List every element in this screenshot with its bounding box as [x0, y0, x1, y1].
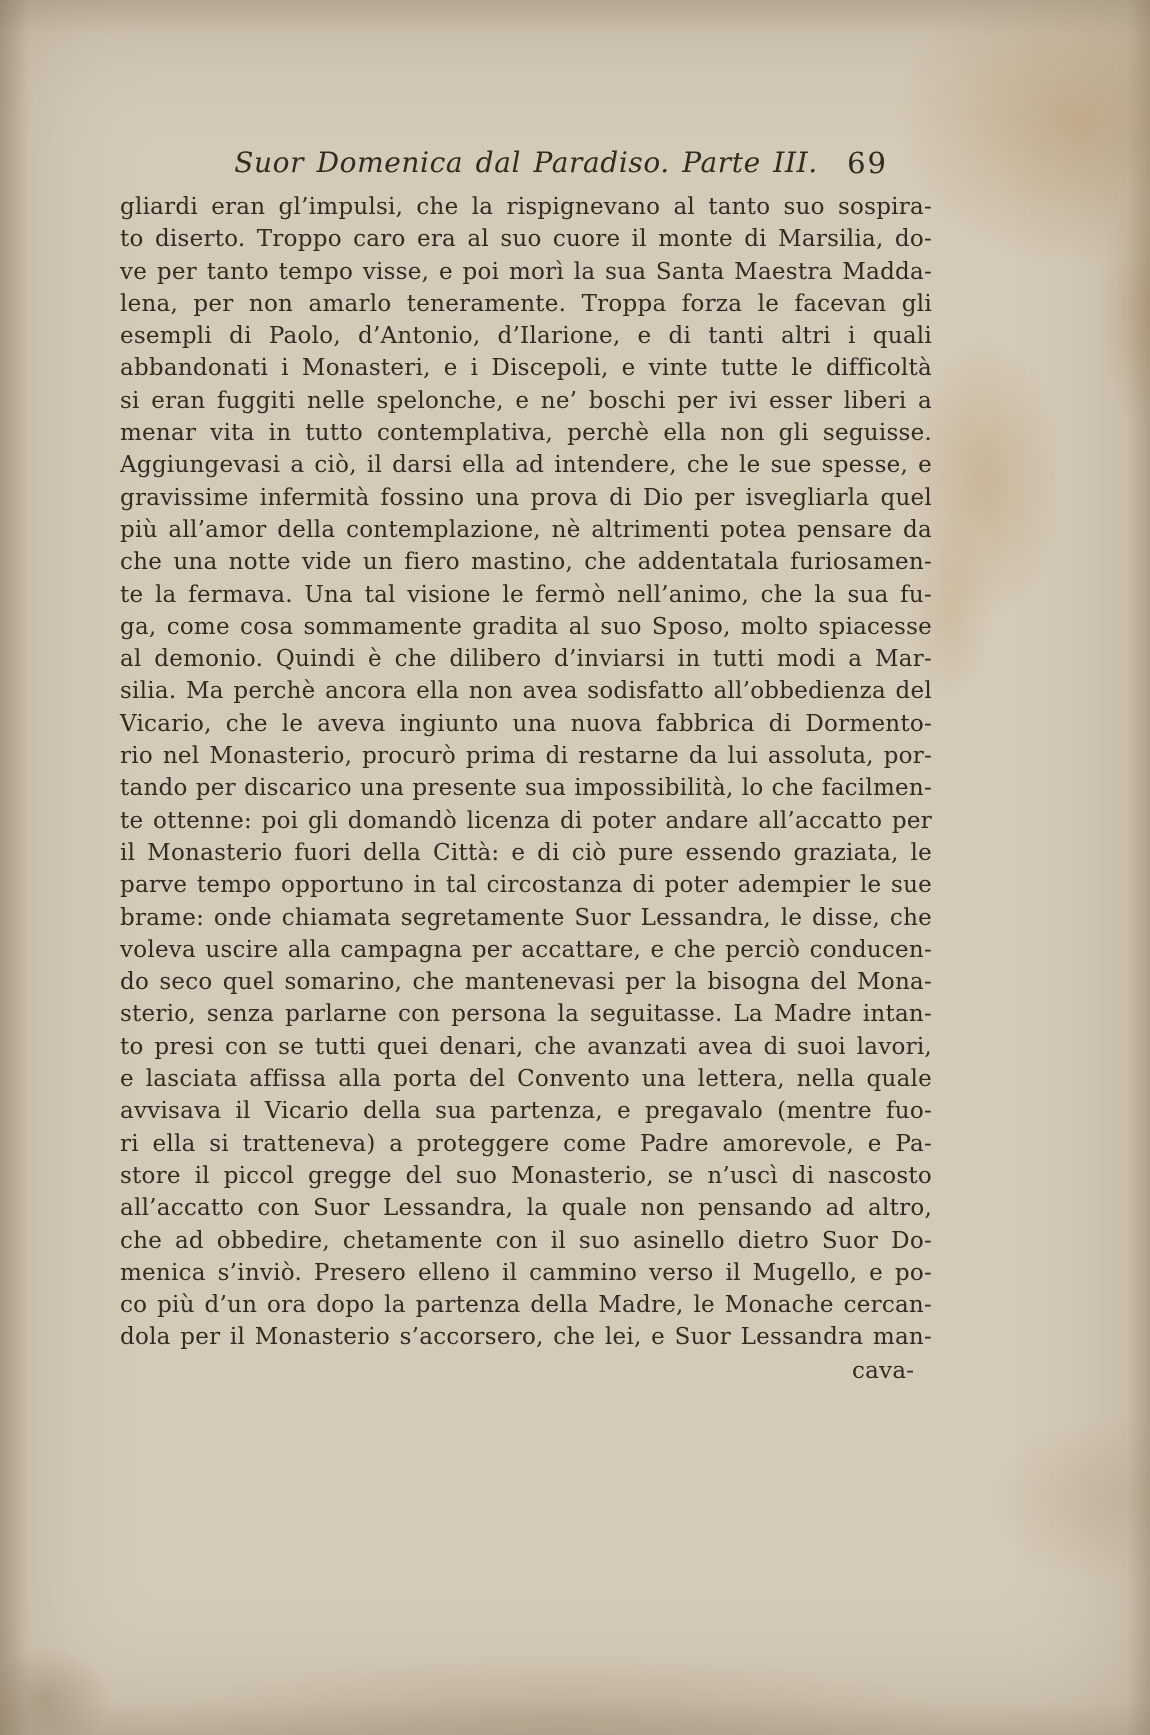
body-line: lena, per non amarlo teneramente. Troppa forza le facevan gli: [120, 290, 932, 317]
body-line: Vicario, che le aveva ingiunto una nuova fabbrica di Dormento-: [120, 710, 932, 737]
body-line: tando per discarico una presente sua impossibilità, lo che facilmen-: [120, 775, 932, 802]
catchword: cava-: [852, 1358, 915, 1384]
body-line: più all’amor della contemplazione, nè altrimenti potea pensare da: [120, 516, 932, 543]
body-line: silia. Ma perchè ancora ella non avea sodisfatto all’obbedienza del: [120, 678, 932, 705]
body-line: parve tempo opportuno in tal circostanza di poter adempier le sue: [120, 872, 932, 899]
running-title: Suor Domenica dal Paradiso. Parte III.: [234, 146, 818, 179]
body-line: si eran fuggiti nelle spelonche, e ne’ boschi per ivi esser liberi a: [120, 387, 932, 414]
body-line: voleva uscire alla campagna per accattare, e che perciò conducen-: [120, 936, 932, 963]
body-line: store il piccol gregge del suo Monasterio, se n’uscì di nascosto: [120, 1162, 932, 1189]
body-line: esempli di Paolo, d’Antonio, d’Ilarione, e di tanti altri i quali: [120, 323, 932, 350]
body-line: te la fermava. Una tal visione le fermò nell’animo, che la sua fu-: [120, 581, 932, 608]
body-line: ga, come cosa sommamente gradita al suo Sposo, molto spiacesse: [120, 613, 932, 640]
body-line: e lasciata affissa alla porta del Convento una lettera, nella quale: [120, 1066, 932, 1093]
body-line: ve per tanto tempo visse, e poi morì la sua Santa Maestra Madda-: [120, 258, 932, 285]
body-line: to diserto. Troppo caro era al suo cuore il monte di Marsilia, do-: [120, 226, 932, 253]
body-line: al demonio. Quindi è che dilibero d’inviarsi in tutti modi a Mar-: [120, 646, 932, 673]
body-line: il Monasterio fuori della Città: e di ciò pure essendo graziata, le: [120, 839, 932, 866]
body-line: abbandonati i Monasteri, e i Discepoli, e vinte tutte le difficoltà: [120, 355, 932, 382]
body-line: brame: onde chiamata segretamente Suor Lessandra, le disse, che: [120, 904, 932, 931]
page-number: 69: [847, 146, 888, 180]
body-line: te ottenne: poi gli domandò licenza di poter andare all’accatto per: [120, 807, 932, 834]
body-line: che ad obbedire, chetamente con il suo asinello dietro Suor Do-: [120, 1227, 932, 1254]
body-text: [120, 191, 932, 1354]
body-line: sterio, senza parlarne con persona la seguitasse. La Madre intan-: [120, 1001, 932, 1028]
body-line: Aggiungevasi a ciò, il darsi ella ad intendere, che le sue spesse, e: [120, 452, 932, 479]
body-line: dola per il Monasterio s’accorsero, che lei, e Suor Lessandra man-: [120, 1324, 932, 1351]
body-line: all’accatto con Suor Lessandra, la quale non pensando ad altro,: [120, 1195, 932, 1222]
body-line: gliardi eran gl’impulsi, che la rispignevano al tanto suo sospira-: [120, 194, 932, 220]
body-line: menar vita in tutto contemplativa, perchè ella non gli seguisse.: [120, 420, 932, 447]
body-line: to presi con se tutti quei denari, che avanzati avea di suoi lavori,: [120, 1033, 932, 1060]
body-line: menica s’inviò. Presero elleno il cammino verso il Mugello, e po-: [120, 1259, 932, 1286]
body-line: avvisava il Vicario della sua partenza, e pregavalo (mentre fuo-: [120, 1098, 932, 1125]
body-line: co più d’un ora dopo la partenza della Madre, le Monache cercan-: [120, 1292, 932, 1319]
page-header: [120, 146, 932, 184]
body-line: che una notte vide un fiero mastino, che addentatala furiosamen-: [120, 549, 932, 576]
body-line: gravissime infermità fossino una prova di Dio per isvegliarla quel: [120, 484, 932, 511]
body-line: ri ella si tratteneva) a proteggere come Padre amorevole, e Pa-: [120, 1130, 932, 1157]
body-line: rio nel Monasterio, procurò prima di restarne da lui assoluta, por-: [120, 743, 932, 770]
body-line: do seco quel somarino, che mantenevasi per la bisogna del Mona-: [120, 969, 932, 996]
